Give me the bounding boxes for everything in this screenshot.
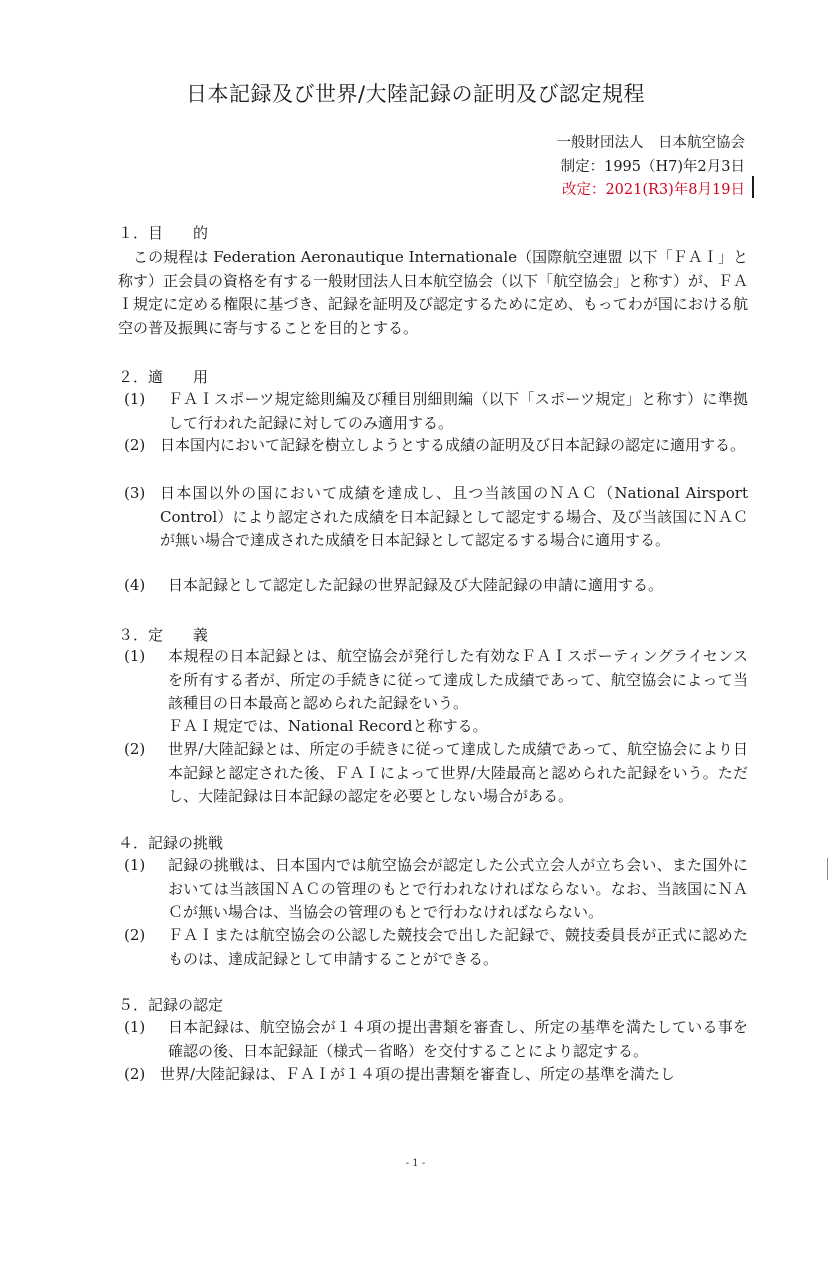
- revised-date: 改定：2021(R3)年8月19日: [561, 182, 745, 198]
- section-3-heading: ３．定 義: [118, 626, 209, 644]
- item-text: 世界/大陸記録とは、所定の手続きに従って達成した成績であって、航空協会により日本記録と認定された後、ＦＡＩによって世界/大陸最高と認められた記録をいう。ただし、大陸記録は日本記録の認定を必要としない場合がある。: [168, 740, 748, 805]
- item-number: (2): [124, 1065, 146, 1083]
- item-number: (1): [124, 1018, 146, 1036]
- item-text: ＦＡＩスポーツ規定総則編及び種目別細則編（以下「スポーツ規定」と称す）に準拠して行われた記録に対してのみ適用する。: [168, 390, 748, 432]
- section-2-heading: ２．適 用: [118, 368, 209, 386]
- item-text: 日本記録として認定した記録の世界記録及び大陸記録の申請に適用する。: [168, 576, 664, 594]
- item-text: 日本国内において記録を樹立しようとする成績の証明及び日本記録の認定に適用する。: [160, 436, 746, 454]
- item-number: (3): [124, 484, 146, 502]
- document-title: 日本記録及び世界/大陸記録の証明及び認定規程: [185, 82, 646, 106]
- item-number: (4): [124, 576, 146, 594]
- item-text: 本規程の日本記録とは、航空協会が発行した有効なＦＡＩスポーティングライセンスを所有する者が、所定の手続きに従って達成した成績であって、航空協会によって当該種目の日本最高と認められた記録をいう。: [168, 647, 748, 712]
- revision-bar: [752, 176, 754, 198]
- item-text: 日本記録は、航空協会が１４項の提出書類を審査し、所定の基準を満たしている事を確認の後、日本記録証（様式－省略）を交付することにより認定する。: [168, 1018, 748, 1060]
- item-number: (2): [124, 436, 146, 454]
- item-text: 世界/大陸記録は、ＦＡＩが１４項の提出書類を審査し、所定の基準を満たし: [160, 1065, 676, 1083]
- established-date: 制定：1995（H7)年2月3日: [560, 159, 745, 175]
- issuing-organization: 一般財団法人 日本航空協会: [556, 135, 745, 151]
- item-number: (2): [124, 740, 146, 758]
- margin-mark: [827, 858, 828, 880]
- page-number: - 1 -: [405, 1158, 426, 1169]
- item-text: 記録の挑戦は、日本国内では航空協会が認定した公式立会人が立ち会い、また国外においては当該国ＮＡＣの管理のもとで行われなければならない。なお、当該国にＮＡＣが無い場合は、当協会の管理のもとで行わなければならない。: [168, 856, 748, 921]
- item-note: ＦＡＩ規定では、National Recordと称する。: [168, 717, 488, 735]
- item-number: (1): [124, 390, 146, 408]
- section-1-paragraph: この規程は Federation Aeronautique Internationale（国際航空連盟 以下「ＦＡＩ」と称す）正会員の資格を有する一般財団法人日本航空協会（以下「航空協会」と称す）が、ＦＡＩ規定に定める権限に基づき、記録を証明及び認定するために定め、もってわが国における航空の普及振興に寄与することを目的とする。: [118, 248, 749, 337]
- item-text: 日本国以外の国において成績を達成し、且つ当該国のＮＡＣ（National Airsport Control）により認定された成績を日本記録として認定する場合、及び当該国にＮＡＣが無い場合で達成された成績を日本記録として認定るする場合に適用する。: [160, 484, 748, 549]
- item-number: (2): [124, 926, 146, 944]
- section-5-heading: ５．記録の認定: [118, 996, 224, 1014]
- section-1-heading: １．目 的: [118, 224, 209, 242]
- item-number: (1): [124, 647, 146, 665]
- item-number: (1): [124, 856, 146, 874]
- section-4-heading: ４．記録の挑戦: [118, 834, 224, 852]
- item-text: ＦＡＩまたは航空協会の公認した競技会で出した記録で、競技委員長が正式に認めたものは、達成記録として申請することができる。: [168, 926, 748, 968]
